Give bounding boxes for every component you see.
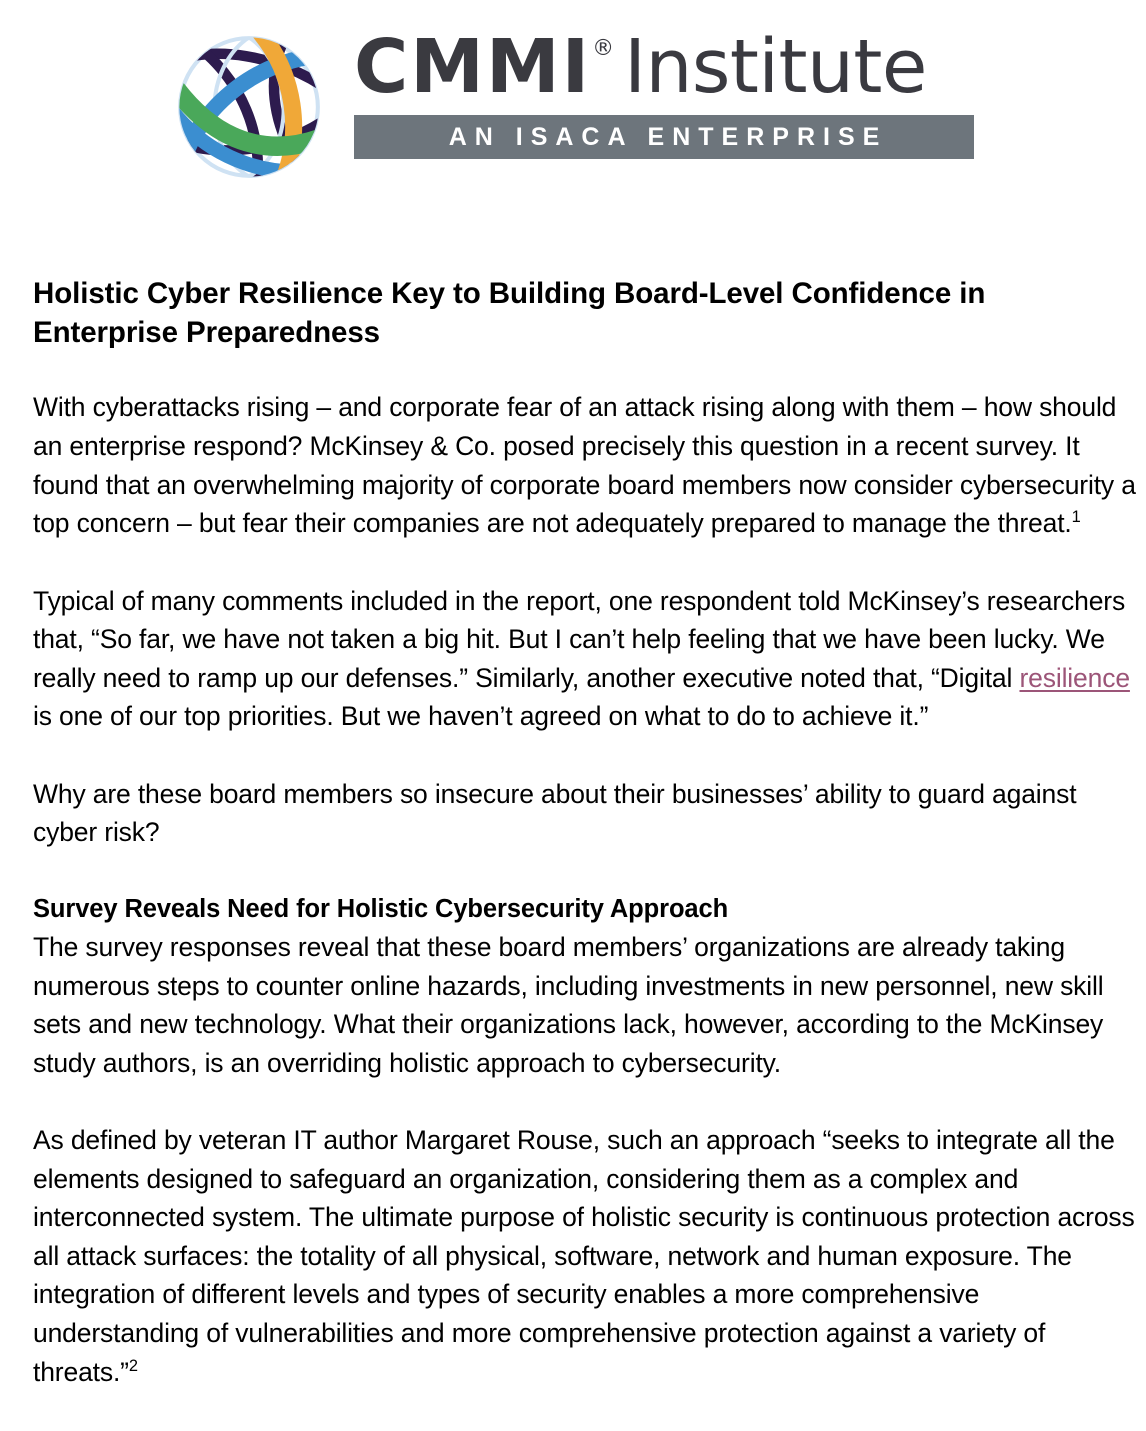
cmmi-sphere-logo-icon [168,26,330,188]
article-body [0,176,1146,1431]
spacer [33,1082,1140,1121]
isaca-enterprise-label: AN ISACA ENTERPRISE [448,122,888,151]
paragraph-5-text: As defined by veteran IT author Margaret Rouse, such an approach “seeks to integrate all the elements designed to safeguard an organization, considering them as a complex and interconnected system. The ultimate purpose of holistic security is continuous protection across all attack surfaces: the totality of all physical, software, network and human exposure. The integration of different levels and types of security enables a more comprehensive understanding of vulnerabilities and more comprehensive protection against a variety of threats.” [33,1125,1135,1387]
spacer [33,736,1140,775]
section-heading: Survey Reveals Need for Holistic Cybersecurity Approach [33,894,729,923]
paragraph-2-text-before-link: Typical of many comments included in the report, one respondent told McKinsey’s researchers that, “So far, we have not taken a big hit. But I can’t help feeling that we have been lucky. We really need to ramp up our defenses.” Similarly, another executive noted that, “Digital [33,585,1126,693]
footnote-ref-2: 2 [128,1356,138,1375]
paragraph-2 [33,582,1140,736]
resilience-link[interactable]: resilience [1019,662,1130,693]
paragraph-5 [33,1121,1140,1391]
masthead [0,0,1146,176]
registered-trademark-icon: ® [592,36,615,61]
wordmark-cmmi: CMMI [354,24,592,110]
paragraph-2-text-after-link: is one of our top priorities. But we haven’t agreed on what to do to achieve it.” [33,701,929,732]
page-title: Holistic Cyber Resilience Key to Building Board-Level Confidence in Enterprise Preparedness [33,277,986,350]
spacer [33,852,1140,891]
wordmark-institute: Institute [624,24,927,110]
paragraph-4: The survey responses reveal that these board members’ organizations are already taking numerous steps to counter online hazards, including investments in new personnel, new skill sets and new technology. What their organizations lack, however, according to the McKinsey study authors, is an overriding holistic approach to cybersecurity. [33,932,1104,1078]
spacer [33,352,1140,388]
isaca-enterprise-band [354,115,974,159]
wordmark-line [354,24,974,110]
footnote-ref-1: 1 [1071,508,1081,527]
paragraph-3: Why are these board members so insecure about their businesses’ ability to guard against cyber risk? [33,778,1077,848]
paragraph-1 [33,388,1140,542]
spacer [33,543,1140,582]
cmmi-institute-wordmark [354,24,974,159]
paragraph-1-text: With cyberattacks rising – and corporate fear of an attack rising along with them – how should an enterprise respond? McKinsey & Co. posed precisely this question in a recent survey. It found that an overwhelming majority of corporate board members now consider cybersecurity a top concern – but fear their companies are not adequately prepared to manage the threat. [33,392,1136,539]
